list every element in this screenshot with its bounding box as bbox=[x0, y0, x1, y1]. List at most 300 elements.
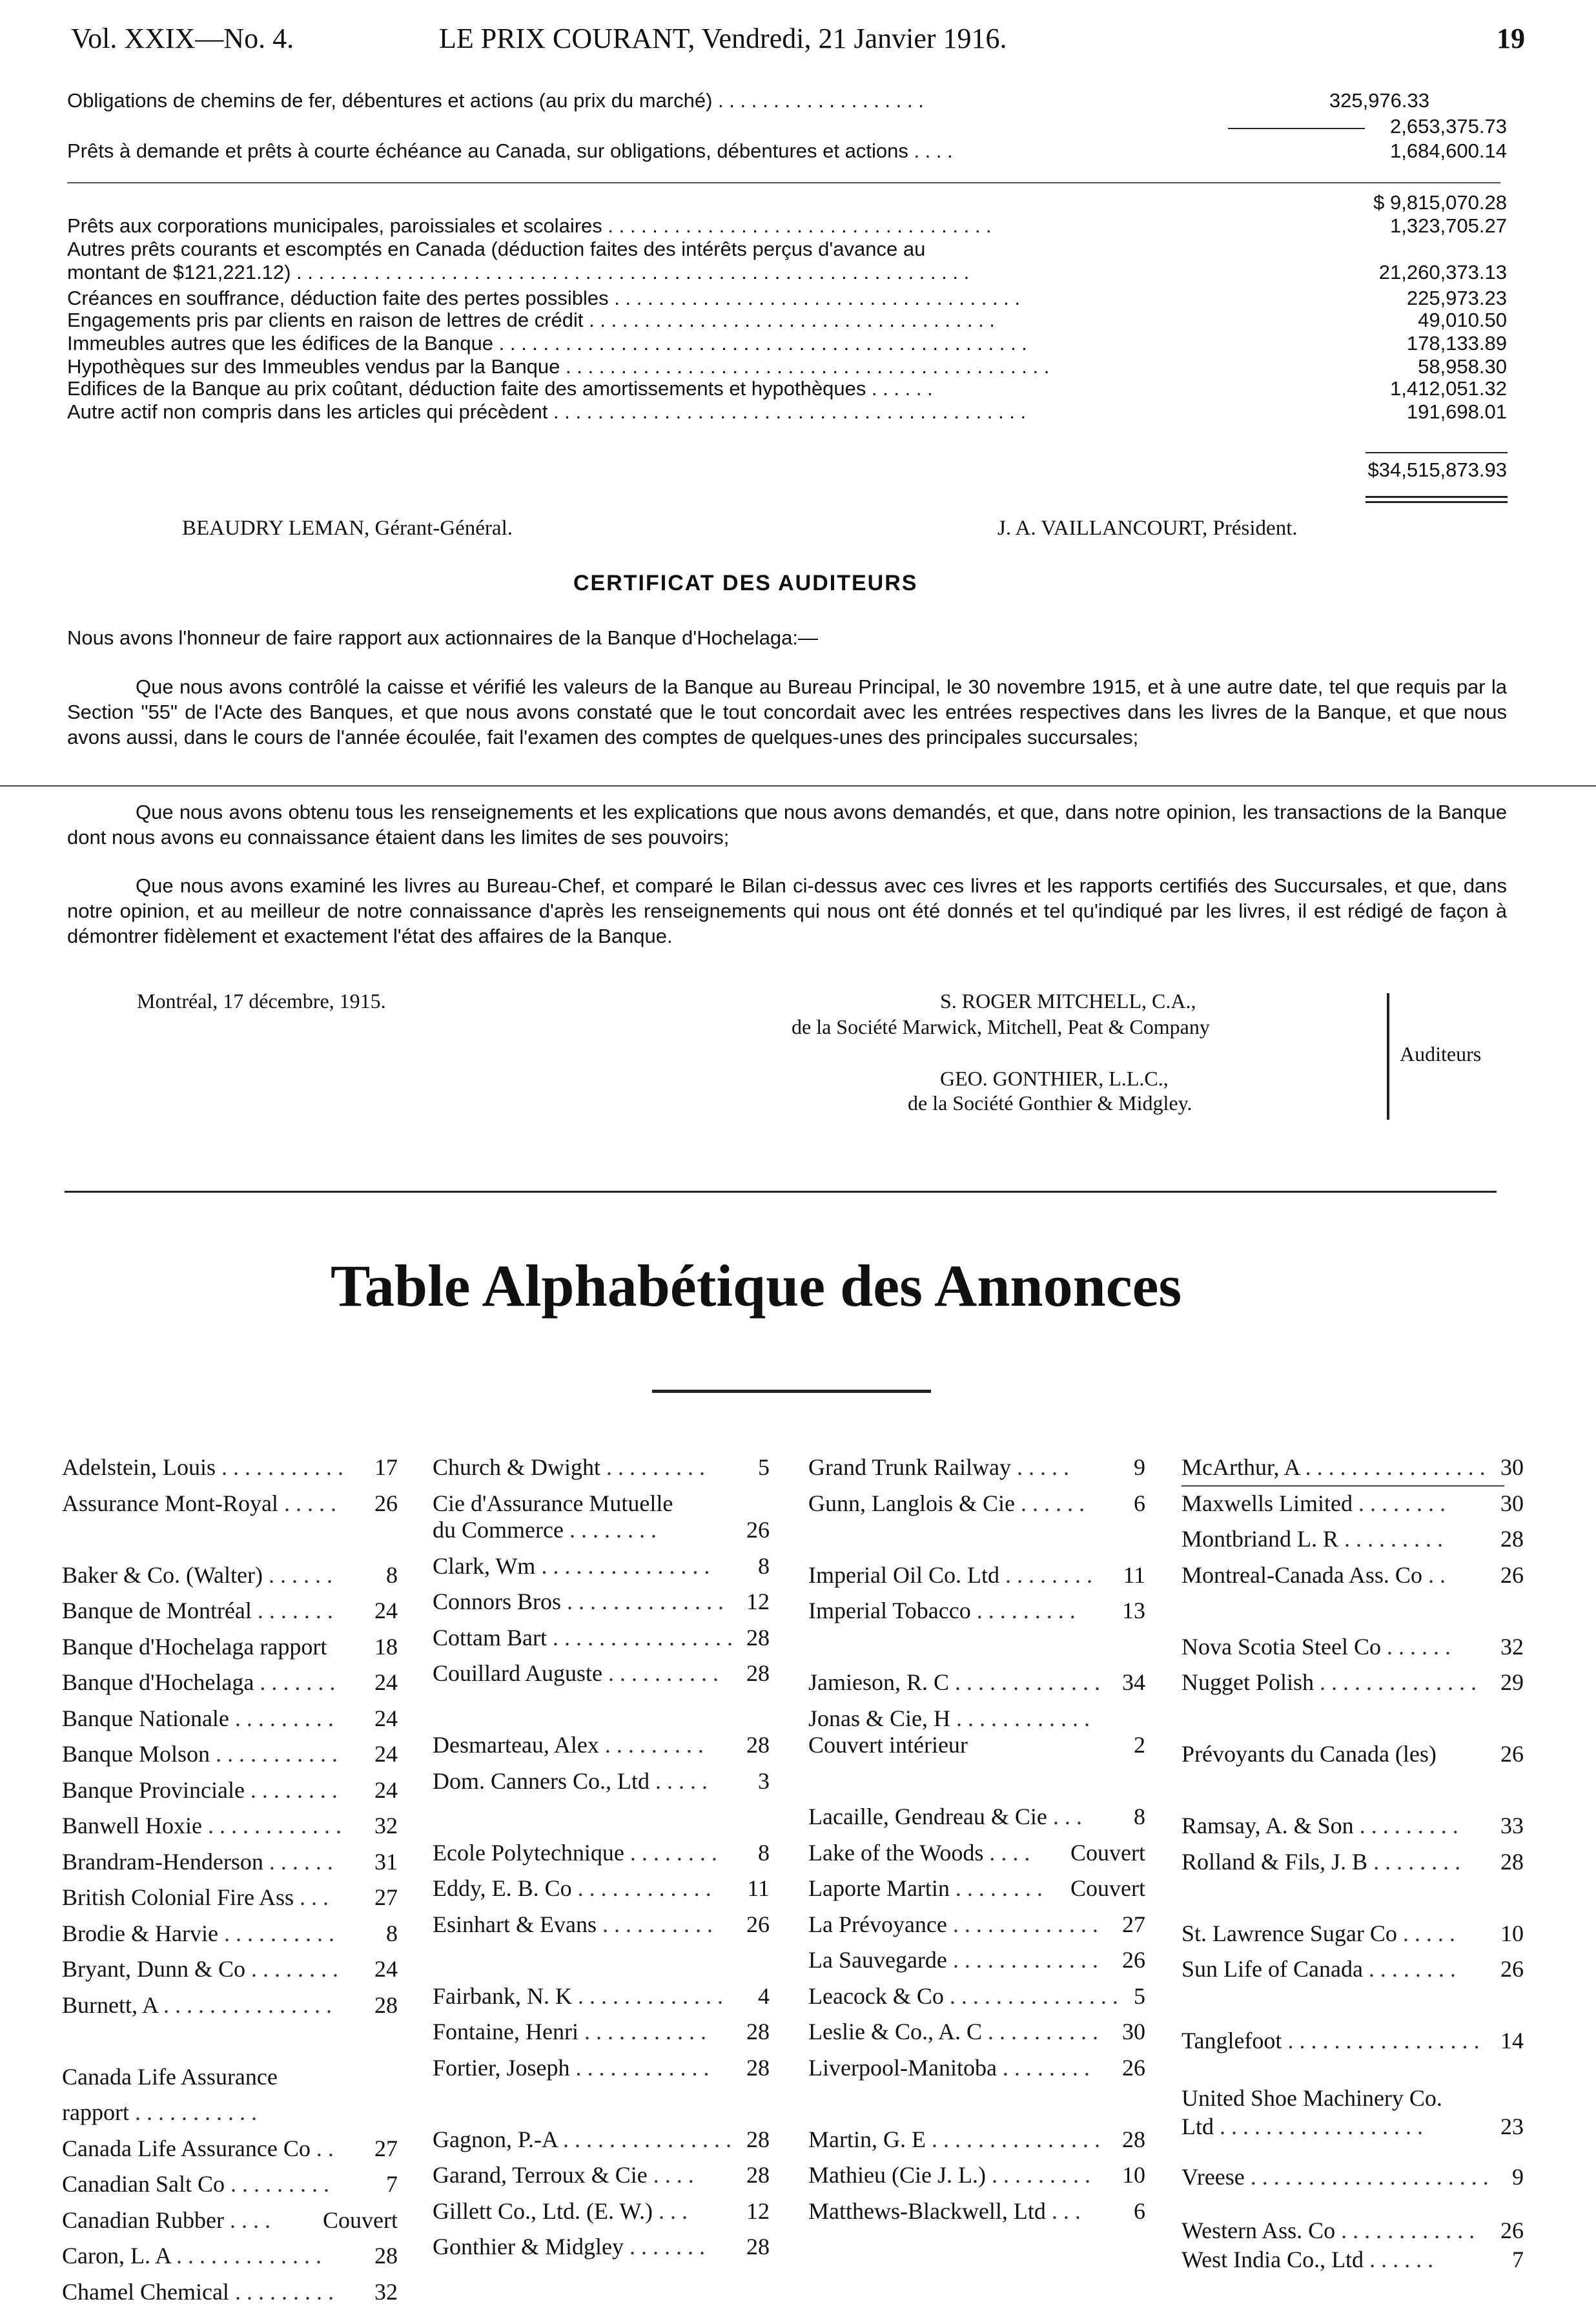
total-rule-bottom-1 bbox=[1366, 496, 1508, 498]
leader-dots: . . . . . . . bbox=[251, 1598, 333, 1623]
leader-dots: . . . . . . . . . . . . bbox=[569, 2055, 710, 2081]
balance-label: Créances en souffrance, déduction faite des pertes possibles . . . . . . . . . . . . . . . . . . . . . . . . . . . . . . . . . . . . . bbox=[67, 287, 1021, 309]
leader-dots: . . . . . . . . . bbox=[970, 1598, 1076, 1623]
index-entry bbox=[433, 2232, 770, 2261]
index-entry bbox=[433, 1489, 770, 1518]
index-entry bbox=[433, 2197, 770, 2225]
advertiser-name: Clark, Wm . . . . . . . . . . . . . . . bbox=[433, 1553, 710, 1579]
leader-dots: . . . . . bbox=[649, 1768, 708, 1794]
page-reference: Couvert bbox=[1070, 1875, 1145, 1901]
advertiser-name: Banque Provinciale . . . . . . . . bbox=[62, 1777, 338, 1803]
advertiser-name: Rolland & Fils, J. B . . . . . . . . bbox=[1182, 1849, 1461, 1875]
advertiser-name: Couvert intérieur bbox=[808, 1732, 968, 1758]
index-entry bbox=[433, 1982, 770, 2010]
balance-row bbox=[67, 377, 1507, 400]
advertiser-name: Banque Molson . . . . . . . . . . . bbox=[62, 1741, 338, 1767]
page-reference: 9 bbox=[1512, 2164, 1524, 2190]
page-number: 19 bbox=[1497, 23, 1525, 54]
index-entry bbox=[433, 1838, 770, 1867]
leader-dots: . . . . . . . . bbox=[245, 1956, 338, 1982]
page-reference: Couvert bbox=[1070, 1840, 1145, 1866]
index-top-line bbox=[1182, 1485, 1504, 1487]
advertiser-name: Bryant, Dunn & Co . . . . . . . . bbox=[62, 1956, 338, 1982]
index-entry bbox=[808, 1668, 1145, 1696]
leader-dots: . . . . . . . . . . . . bbox=[950, 1705, 1090, 1731]
advertiser-name: Fairbank, N. K . . . . . . . . . . . . . bbox=[433, 1983, 723, 2009]
balance-amount: 21,260,373.13 bbox=[1378, 261, 1507, 283]
page-reference: 12 bbox=[746, 1589, 770, 1614]
index-entry bbox=[433, 2054, 770, 2082]
page-reference: 28 bbox=[1500, 1526, 1524, 1552]
advertiser-name: Ltd . . . . . . . . . . . . . . . . . . bbox=[1182, 2114, 1423, 2139]
advertiser-name: Vreese . . . . . . . . . . . . . . . . . . . . . bbox=[1182, 2164, 1489, 2190]
balance-row bbox=[67, 238, 1507, 261]
signature-president: J. A. VAILLANCOURT, Président. bbox=[998, 517, 1298, 540]
paragraph-text: Que nous avons contrôlé la caisse et vérifié les valeurs de la Banque au Bureau Principal, le 30 novembre 1915, et à une autre date, tel que requis par la Section "55" de l'Acte des Banques, et que nous avons constaté que le tout concordait avec les entrées respectives dans les livres de la Banque, et que nous avons aussi, dans le cours de l'année écoulée, fait l'examen des comptes de quelques-unes des principales succursales; bbox=[67, 675, 1507, 748]
leader-dots: . . . . . . bbox=[1364, 2247, 1434, 2272]
advertiser-name: Laporte Martin . . . . . . . . bbox=[808, 1875, 1043, 1901]
advertiser-name: Tanglefoot . . . . . . . . . . . . . . . . . bbox=[1182, 2028, 1480, 2054]
leader-dots: . . . bbox=[1047, 1804, 1082, 1829]
index-entry bbox=[808, 1596, 1145, 1625]
leader-dots: . . . . . . . . bbox=[624, 1840, 717, 1866]
balance-amount: $ 9,815,070.28 bbox=[1373, 191, 1507, 214]
advertiser-name: Leslie & Co., A. C . . . . . . . . . . bbox=[808, 2019, 1098, 2044]
index-entry bbox=[808, 1731, 1145, 1759]
advertiser-name: Montreal-Canada Ass. Co . . bbox=[1182, 1562, 1446, 1588]
balance-row bbox=[67, 332, 1507, 355]
advertiser-name: Martin, G. E . . . . . . . . . . . . . . . bbox=[808, 2126, 1100, 2152]
balance-row bbox=[67, 89, 1507, 112]
leader-dots: . . . . bbox=[223, 2207, 271, 2233]
advertiser-name: British Colonial Fire Ass . . . bbox=[62, 1884, 329, 1910]
index-entry bbox=[1182, 1848, 1524, 1876]
leader-dots: . . . . . . . . . . . . . . . bbox=[557, 2126, 732, 2152]
balance-label: Engagements pris par clients en raison de lettres de crédit . . . . . . . . . . . . . . . . . . . . . . . . . . . . . . . . . . . . . bbox=[67, 309, 995, 331]
leader-dots: . . . . . bbox=[1011, 1454, 1069, 1480]
leader-dots: . . . . . . . . . . bbox=[218, 1920, 334, 1946]
leader-dots: . . . . . . . . . . . . bbox=[1335, 2218, 1475, 2243]
advertiser-name: Cie d'Assurance Mutuelle bbox=[433, 1490, 673, 1516]
index-entry bbox=[808, 2054, 1145, 2082]
balance-label: Obligations de chemins de fer, débentures et actions (au prix du marché) . . . . . . . . . . . . . . . . . . . bbox=[67, 89, 924, 112]
page-reference: 7 bbox=[1512, 2247, 1524, 2272]
advertiser-name: West India Co., Ltd . . . . . . bbox=[1182, 2247, 1434, 2272]
advertiser-name: Ramsay, A. & Son . . . . . . . . . bbox=[1182, 1813, 1458, 1838]
advertiser-name: Desmarteau, Alex . . . . . . . . . bbox=[433, 1732, 704, 1758]
page-reference: 8 bbox=[386, 1562, 398, 1588]
advertiser-name: rapport . . . . . . . . . . . bbox=[62, 2099, 257, 2125]
balance-amount: $34,515,873.93 bbox=[1367, 458, 1507, 481]
advertiser-name: Church & Dwight . . . . . . . . . bbox=[433, 1454, 705, 1480]
advertiser-name: McArthur, A . . . . . . . . . . . . . . . . bbox=[1182, 1454, 1486, 1480]
page-reference: 28 bbox=[746, 1660, 770, 1686]
index-entry bbox=[1182, 2026, 1524, 2055]
page-reference: 28 bbox=[746, 2055, 770, 2081]
index-entry bbox=[1182, 1919, 1524, 1948]
leader-dots: . . . . . . . . . . . . . bbox=[946, 1947, 1098, 1973]
index-entry bbox=[808, 1910, 1145, 1939]
leader-dots: . . . . . . bbox=[263, 1562, 332, 1588]
auditor-1-name: S. ROGER MITCHELL, C.A., bbox=[940, 989, 1196, 1013]
leader-dots: . . . . . . . . . . . . bbox=[571, 1875, 711, 1901]
balance-amount: 178,133.89 bbox=[1406, 332, 1507, 355]
leader-dots: . . . . . . . . bbox=[563, 1517, 657, 1543]
balance-label: Hypothèques sur des Immeubles vendus par la Banque . . . . . . . . . . . . . . . . . . . . . . . . . . . . . . . . . . . . . . . . . . . . bbox=[67, 355, 1050, 378]
leader-dots: . . . . . bbox=[1396, 1920, 1455, 1946]
advertiser-name: Maxwells Limited . . . . . . . . bbox=[1182, 1490, 1446, 1516]
leader-dots: . . . . bbox=[983, 1840, 1030, 1866]
index-entry bbox=[433, 2017, 770, 2046]
index-entry bbox=[62, 2134, 398, 2163]
leader-dots: . . . . . . . . . . bbox=[596, 1911, 713, 1937]
leader-dots: . . . . . . . . . . . bbox=[215, 1454, 343, 1480]
leader-dots: . . . . . . . . . . . . . . . . . bbox=[1282, 2028, 1480, 2054]
advertiser-name: La Sauvegarde . . . . . . . . . . . . . bbox=[808, 1947, 1098, 1973]
page-reference: 28 bbox=[746, 2019, 770, 2044]
advertiser-name: Liverpool-Manitoba . . . . . . . . bbox=[808, 2055, 1090, 2081]
leader-dots: . . . bbox=[294, 1884, 329, 1910]
advertiser-name: Lake of the Woods . . . . bbox=[808, 1840, 1030, 1866]
index-entry bbox=[808, 1704, 1145, 1733]
index-entry bbox=[808, 1982, 1145, 2010]
page-reference: 26 bbox=[746, 1911, 770, 1937]
page-reference: 30 bbox=[1500, 1490, 1524, 1516]
page-reference: 18 bbox=[374, 1634, 398, 1660]
leader-dots: . . . . . . . . . . . . . bbox=[170, 2243, 322, 2269]
title-underline bbox=[652, 1390, 931, 1393]
advertiser-name: Adelstein, Louis . . . . . . . . . . . bbox=[62, 1454, 343, 1480]
page-reference: 7 bbox=[386, 2171, 398, 2197]
page-reference: 28 bbox=[746, 2126, 770, 2152]
page-reference: 17 bbox=[374, 1454, 398, 1480]
page-reference: 10 bbox=[1500, 1920, 1524, 1946]
leader-dots: . . bbox=[1422, 1562, 1446, 1588]
index-entry bbox=[62, 1596, 398, 1625]
balance-row bbox=[67, 214, 1507, 238]
index-entry bbox=[62, 1848, 398, 1876]
place-date: Montréal, 17 décembre, 1915. bbox=[137, 989, 386, 1013]
page-reference: 8 bbox=[758, 1840, 770, 1866]
leader-dots: . . . . . . . . . bbox=[598, 1732, 704, 1758]
advertiser-name: Connors Bros . . . . . . . . . . . . . . bbox=[433, 1589, 724, 1614]
leader-dots: . . . . . . . . . . . bbox=[578, 2019, 706, 2044]
page-reference: 26 bbox=[374, 1490, 398, 1516]
index-entry bbox=[433, 1767, 770, 1795]
auditor-2-firm: de la Société Gonthier & Midgley. bbox=[908, 1091, 1192, 1115]
page-reference: 6 bbox=[1134, 1490, 1145, 1516]
page-reference: 9 bbox=[1134, 1454, 1145, 1480]
leader-dots: . . . . . . . . . . . . . . . . . . . . . bbox=[1244, 2164, 1489, 2190]
advertiser-name: Montbriand L. R . . . . . . . . . bbox=[1182, 1526, 1443, 1552]
leader-dots: . . . bbox=[1045, 2198, 1081, 2224]
advertiser-name: Gillett Co., Ltd. (E. W.) . . . bbox=[433, 2198, 688, 2224]
index-entry bbox=[62, 1704, 398, 1733]
index-entry bbox=[62, 2206, 398, 2234]
index-entry bbox=[1182, 1632, 1524, 1661]
index-title: Table Alphabétique des Annonces bbox=[331, 1253, 1182, 1319]
advertiser-name: Nova Scotia Steel Co . . . . . . bbox=[1182, 1634, 1451, 1660]
index-entry bbox=[808, 1874, 1145, 1902]
page-reference: 23 bbox=[1500, 2114, 1524, 2139]
balance-label: montant de $121,221.12) . . . . . . . . . . . . . . . . . . . . . . . . . . . . . . . . . . . . . . . . . . . . . . . . . . . . . . . . . . . . . bbox=[67, 261, 970, 283]
balance-row bbox=[67, 355, 1507, 378]
advertiser-name: Gonthier & Midgley . . . . . . . bbox=[433, 2234, 705, 2260]
page-reference: 24 bbox=[374, 1669, 398, 1695]
leader-dots: . . . . . . . . . . . . . bbox=[949, 1669, 1101, 1695]
advertiser-name: Imperial Oil Co. Ltd . . . . . . . . bbox=[808, 1562, 1092, 1588]
index-entry bbox=[433, 2125, 770, 2154]
page-reference: 27 bbox=[374, 2136, 398, 2161]
page-reference: 3 bbox=[758, 1768, 770, 1794]
page-reference: 24 bbox=[374, 1741, 398, 1767]
balance-amount: 225,973.23 bbox=[1406, 287, 1507, 309]
certificate-paragraph-2 bbox=[67, 799, 1507, 850]
page-reference: 26 bbox=[1500, 1741, 1524, 1767]
page-reference: 5 bbox=[758, 1454, 770, 1480]
page-reference: 14 bbox=[1500, 2028, 1524, 2054]
advertiser-name: Sun Life of Canada . . . . . . . . bbox=[1182, 1956, 1456, 1982]
index-entry bbox=[62, 1776, 398, 1804]
advertiser-name: Canada Life Assurance Co . . bbox=[62, 2136, 334, 2161]
leader-dots: . . . . . . . . . bbox=[1353, 1813, 1458, 1838]
page-reference: 12 bbox=[746, 2198, 770, 2224]
leader-dots: . . . . . . . . bbox=[999, 1562, 1092, 1588]
index-entry bbox=[808, 2197, 1145, 2225]
leader-dots: . . . . . . . . . bbox=[229, 1705, 334, 1731]
advertiser-name: Banque Nationale . . . . . . . . . bbox=[62, 1705, 334, 1731]
auditor-1-firm: de la Société Marwick, Mitchell, Peat & Company bbox=[792, 1015, 1210, 1038]
advertiser-name: Cottam Bart . . . . . . . . . . . . . . . . bbox=[433, 1625, 733, 1651]
index-entry bbox=[433, 2161, 770, 2189]
index-entry bbox=[1182, 1489, 1524, 1518]
page-reference: 28 bbox=[746, 2162, 770, 2188]
section-divider bbox=[67, 182, 1500, 183]
leader-dots: . . . . . . . . bbox=[996, 2055, 1090, 2081]
index-entry bbox=[62, 1632, 398, 1661]
leader-dots: . . . . . . . . bbox=[1362, 1956, 1456, 1982]
page-reference: Couvert bbox=[323, 2207, 398, 2233]
balance-amount: 1,323,705.27 bbox=[1389, 214, 1507, 237]
index-entry bbox=[1182, 2216, 1524, 2245]
index-entry bbox=[433, 1874, 770, 1902]
leader-dots: . . . . . . . . bbox=[1352, 1490, 1446, 1516]
page-reference: 32 bbox=[374, 1813, 398, 1838]
leader-dots: . . . . . . . . . . . . . . . bbox=[535, 1553, 710, 1579]
page-reference: 11 bbox=[1123, 1562, 1145, 1588]
balance-subamount: 325,976.33 bbox=[1329, 89, 1429, 112]
page-reference: 26 bbox=[746, 1517, 770, 1543]
leader-dots: . . bbox=[310, 2136, 334, 2161]
advertiser-name: Assurance Mont-Royal . . . . . bbox=[62, 1490, 336, 1516]
advertiser-name: Jamieson, R. C . . . . . . . . . . . . . bbox=[808, 1669, 1101, 1695]
advertiser-name: Leacock & Co . . . . . . . . . . . . . . . bbox=[808, 1983, 1118, 2009]
balance-label: Prêts aux corporations municipales, paroissiales et scolaires . . . . . . . . . . . . . . . . . . . . . . . . . . . . . . . . . . . bbox=[67, 214, 992, 237]
index-entry bbox=[433, 1910, 770, 1939]
leader-dots: . . . . . . . . . . . . . . bbox=[561, 1589, 724, 1614]
balance-row bbox=[67, 458, 1507, 482]
leader-dots: . . . . . . . . . . . . . . bbox=[1314, 1669, 1477, 1695]
leader-dots: . . . . . . . bbox=[254, 1669, 336, 1695]
advertiser-name: Garand, Terroux & Cie . . . . bbox=[433, 2162, 694, 2188]
leader-dots: . . . . . . . . . bbox=[224, 2171, 329, 2197]
index-entry bbox=[62, 1883, 398, 1911]
page-reference: 8 bbox=[1134, 1804, 1145, 1829]
paragraph-text: Que nous avons examiné les livres au Bureau-Chef, et comparé le Bilan ci-dessus avec ces livres et les rapports certifiés des Succursales, et que, dans notre opinion, et au meilleur de notre connaissance d'après les renseignements qui nous ont été donnés et tel qu'indiqué par les livres, il est rédigé de façon à démontrer fidèlement et exactement l'état des affaires de la Banque. bbox=[67, 874, 1507, 947]
balance-amount: 49,010.50 bbox=[1418, 309, 1507, 331]
index-entry bbox=[808, 1946, 1145, 1974]
index-entry bbox=[1182, 1740, 1524, 1768]
advertiser-name: Baker & Co. (Walter) . . . . . . bbox=[62, 1562, 332, 1588]
leader-dots: . . . . . . . . bbox=[1367, 1849, 1461, 1875]
page-reference: 11 bbox=[747, 1875, 770, 1901]
page-reference: 28 bbox=[374, 1992, 398, 2018]
page-reference: 2 bbox=[1134, 1732, 1145, 1758]
balance-row bbox=[67, 139, 1507, 163]
leader-dots: . . . . . . . . . . . . . . . . bbox=[1299, 1454, 1486, 1480]
advertiser-name: Dom. Canners Co., Ltd . . . . . bbox=[433, 1768, 708, 1794]
index-entry bbox=[62, 1489, 398, 1518]
balance-amount: 191,698.01 bbox=[1406, 400, 1507, 423]
advertiser-name: Western Ass. Co . . . . . . . . . . . . bbox=[1182, 2218, 1475, 2243]
leader-dots: . . . . . . . . . . . . . . . . . . bbox=[1214, 2114, 1423, 2139]
index-entry bbox=[808, 1453, 1145, 1481]
advertiser-name: Mathieu (Cie J. L.) . . . . . . . . . bbox=[808, 2162, 1090, 2188]
advertiser-name: Ecole Polytechnique . . . . . . . . bbox=[433, 1840, 717, 1866]
advertiser-name: Gagnon, P.-A . . . . . . . . . . . . . . . bbox=[433, 2126, 732, 2152]
index-entry bbox=[1182, 1811, 1524, 1840]
certificate-title: CERTIFICAT DES AUDITEURS bbox=[573, 571, 918, 595]
page-reference: 6 bbox=[1134, 2198, 1145, 2224]
leader-dots: . . . . . . . . . . . . . . . bbox=[925, 2126, 1100, 2152]
index-entry bbox=[433, 1659, 770, 1687]
page-reference: 5 bbox=[1134, 1983, 1145, 2009]
index-entry bbox=[808, 1561, 1145, 1589]
balance-amount: 1,412,051.32 bbox=[1389, 377, 1507, 400]
advertiser-name: Jonas & Cie, H . . . . . . . . . . . . bbox=[808, 1705, 1090, 1731]
balance-row bbox=[67, 400, 1507, 424]
index-entry bbox=[433, 1516, 770, 1544]
certificate-paragraph-1 bbox=[67, 674, 1507, 750]
balance-label: Edifices de la Banque au prix coûtant, déduction faite des amortissements et hypothèques . . . . . . bbox=[67, 377, 933, 400]
index-entry bbox=[1182, 1955, 1524, 1983]
index-entry bbox=[1182, 1453, 1524, 1481]
index-entry bbox=[433, 1587, 770, 1616]
index-entry bbox=[62, 1955, 398, 1983]
leader-dots: . . . . . . . . . . . . . . . bbox=[943, 1983, 1118, 2009]
leader-dots: . . . . . . . . . . bbox=[982, 2019, 1098, 2044]
section-rule bbox=[65, 1191, 1497, 1193]
index-entry bbox=[433, 1552, 770, 1580]
paragraph-text: Que nous avons obtenu tous les renseignements et les explications que nous avons demandés, et que, dans notre opinion, les transactions de la Banque dont nous avons eu connaissance étaient dans les limites de ses pouvoirs; bbox=[67, 801, 1507, 849]
advertiser-name: Banque d'Hochelaga . . . . . . . bbox=[62, 1669, 336, 1695]
index-entry bbox=[1182, 1561, 1524, 1589]
journal-title: LE PRIX COURANT, Vendredi, 21 Janvier 1916. bbox=[439, 23, 1007, 54]
advertiser-name: Fortier, Joseph . . . . . . . . . . . . bbox=[433, 2055, 710, 2081]
page-reference: 24 bbox=[374, 1777, 398, 1803]
leader-dots: . . . . . . . bbox=[623, 2234, 705, 2260]
leader-dots: . . . . . . . . . . . . bbox=[201, 1813, 342, 1838]
advertiser-name: United Shoe Machinery Co. bbox=[1182, 2085, 1442, 2111]
advertiser-name: Caron, L. A . . . . . . . . . . . . . bbox=[62, 2243, 322, 2269]
page-reference: 24 bbox=[374, 1956, 398, 1982]
advertiser-name: Grand Trunk Railway . . . . . bbox=[808, 1454, 1069, 1480]
leader-dots: . . . . . . bbox=[1380, 1634, 1451, 1660]
page-reference: 28 bbox=[746, 1732, 770, 1758]
page-reference: 26 bbox=[1500, 2218, 1524, 2243]
page-reference: 4 bbox=[758, 1983, 770, 2009]
leader-dots: . . . . . bbox=[278, 1490, 336, 1516]
page-reference: 10 bbox=[1122, 2162, 1145, 2188]
index-entry bbox=[62, 1668, 398, 1696]
index-entry bbox=[1182, 2084, 1524, 2112]
advertiser-name: Burnett, A . . . . . . . . . . . . . . . bbox=[62, 1992, 332, 2018]
page-reference: 28 bbox=[746, 1625, 770, 1651]
leader-dots: . . . . . . . . . bbox=[600, 1454, 705, 1480]
balance-label: Autre actif non compris dans les articles qui précèdent . . . . . . . . . . . . . . . . . . . . . . . . . . . . . . . . . . . . . . . . . . . bbox=[67, 400, 1027, 423]
page-reference: 32 bbox=[1500, 1634, 1524, 1660]
balance-row bbox=[67, 309, 1507, 332]
page-reference: 28 bbox=[374, 2243, 398, 2269]
signature-manager: BEAUDRY LEMAN, Gérant-Général. bbox=[182, 517, 513, 540]
index-entry bbox=[62, 1561, 398, 1589]
advertiser-name: Gunn, Langlois & Cie . . . . . . bbox=[808, 1490, 1085, 1516]
leader-dots: . . . . . . . . . . . . . . . . bbox=[546, 1625, 733, 1651]
auditors-brace bbox=[1387, 993, 1389, 1120]
balance-row bbox=[67, 115, 1507, 138]
total-rule-bottom-2 bbox=[1366, 501, 1508, 503]
index-entry bbox=[62, 2063, 398, 2091]
advertiser-name: du Commerce . . . . . . . . bbox=[433, 1517, 657, 1543]
index-entry bbox=[808, 1489, 1145, 1518]
page-reference: 27 bbox=[374, 1884, 398, 1910]
page-reference: 8 bbox=[758, 1553, 770, 1579]
advertiser-name: Banque d'Hochelaga rapport bbox=[62, 1634, 327, 1660]
index-entry bbox=[62, 1811, 398, 1840]
advertiser-name: Brodie & Harvie . . . . . . . . . . bbox=[62, 1920, 334, 1946]
certificate-intro: Nous avons l'honneur de faire rapport aux actionnaires de la Banque d'Hochelaga:— bbox=[67, 626, 819, 649]
balance-amount: 1,684,600.14 bbox=[1389, 139, 1507, 162]
page-reference: 26 bbox=[1500, 1956, 1524, 1982]
balance-label: Prêts à demande et prêts à courte échéance au Canada, sur obligations, débentures et actions . . . . bbox=[67, 139, 953, 162]
subtotal-rule bbox=[1228, 128, 1365, 129]
balance-row bbox=[67, 191, 1507, 214]
page-reference: 30 bbox=[1500, 1454, 1524, 1480]
index-entry bbox=[808, 2161, 1145, 2189]
page-reference: 27 bbox=[1122, 1911, 1145, 1937]
page-reference: 34 bbox=[1122, 1669, 1145, 1695]
leader-dots: . . . bbox=[652, 2198, 688, 2224]
index-entry bbox=[62, 2278, 398, 2306]
page-reference: 28 bbox=[1122, 2126, 1145, 2152]
index-entry bbox=[808, 1802, 1145, 1831]
leader-dots: . . . . . . . . bbox=[949, 1875, 1043, 1901]
balance-label: Immeubles autres que les édifices de la Banque . . . . . . . . . . . . . . . . . . . . . . . . . . . . . . . . . . . . . . . . . . . . . . . . bbox=[67, 332, 1027, 355]
page-reference: 13 bbox=[1122, 1598, 1145, 1623]
index-entry bbox=[1182, 1525, 1524, 1553]
page-reference: 8 bbox=[386, 1920, 398, 1946]
page-fold-line bbox=[0, 785, 1596, 787]
advertiser-name: Canada Life Assurance bbox=[62, 2064, 278, 2090]
page-reference: 24 bbox=[374, 1705, 398, 1731]
page-reference: 24 bbox=[374, 1598, 398, 1623]
leader-dots: . . . . . . . . . bbox=[985, 2162, 1090, 2188]
leader-dots: . . . . . . . . . bbox=[229, 2279, 334, 2305]
advertiser-name: St. Lawrence Sugar Co . . . . . bbox=[1182, 1920, 1455, 1946]
leader-dots: . . . . . . . . . . bbox=[602, 1660, 719, 1686]
leader-dots: . . . . bbox=[647, 2162, 694, 2188]
page-reference: 26 bbox=[1500, 1562, 1524, 1588]
